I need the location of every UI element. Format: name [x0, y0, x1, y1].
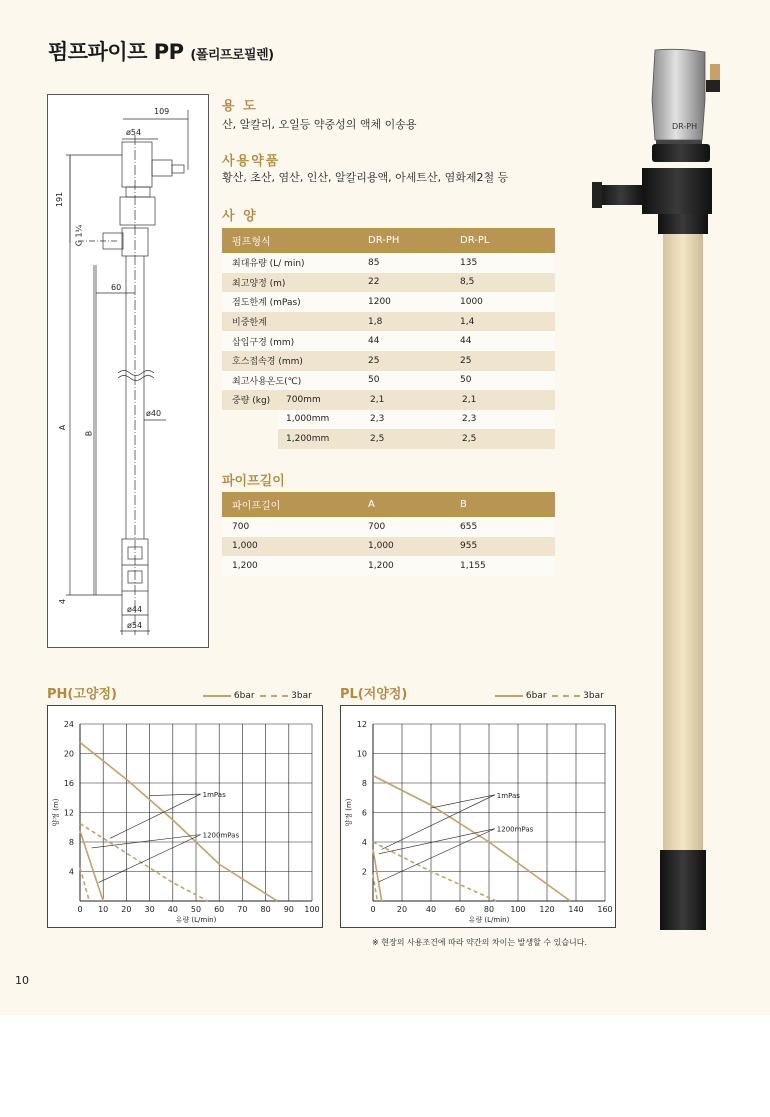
- dim-60: 60: [111, 283, 122, 292]
- pipe-table: [222, 492, 555, 576]
- spec-header: 펌프형식: [222, 228, 358, 253]
- table-cell: 2,5: [360, 429, 452, 449]
- y-axis-label: 양정 (m): [52, 798, 60, 827]
- usage-text: 산, 알칼리, 오일등 약중성의 액체 이송용: [222, 118, 417, 131]
- table-cell: 1,200: [222, 556, 358, 576]
- legend-label: 6bar: [233, 691, 255, 701]
- table-cell: 점도한계 (mPas): [222, 292, 358, 312]
- table-cell: 1,000: [358, 537, 450, 557]
- table-cell: 1,000mm: [278, 410, 360, 430]
- table-cell: 700: [358, 517, 450, 537]
- table-row: [222, 312, 555, 332]
- table-cell: 1,200: [358, 556, 450, 576]
- x-tick-label: 100: [510, 905, 526, 914]
- pipe-header: 파이프길이: [222, 492, 358, 517]
- x-tick-label: 10: [98, 905, 109, 914]
- chart-ph-svg: [48, 706, 322, 927]
- table-cell: 삽입구경 (mm): [222, 331, 358, 351]
- table-cell: 25: [358, 351, 450, 371]
- table-cell: 50: [358, 371, 450, 391]
- dim-d54-top: ø54: [126, 128, 142, 137]
- table-row: [222, 537, 555, 557]
- chart-ph-title: PH(고양정): [47, 687, 117, 702]
- table-row: [222, 253, 555, 273]
- table-cell: 1200: [358, 292, 450, 312]
- dim-d44: ø44: [127, 605, 143, 614]
- table-row: [278, 410, 555, 430]
- table-cell: 700mm: [278, 390, 360, 410]
- chemicals-text: 황산, 초산, 염산, 인산, 알칼리용액, 아세트산, 염화제2철 등: [222, 171, 509, 184]
- x-axis-label: 유량 (L/min): [468, 916, 510, 924]
- series-line: [373, 776, 570, 901]
- weight-table: [278, 390, 555, 449]
- legend-label: 3bar: [583, 691, 604, 701]
- x-tick-label: 50: [190, 905, 202, 914]
- table-cell: 8,5: [450, 273, 555, 293]
- x-tick-label: 0: [77, 905, 83, 914]
- x-tick-label: 80: [260, 905, 271, 914]
- table-cell: 50: [450, 371, 555, 391]
- usage-heading: 용 도: [222, 99, 258, 114]
- table-cell: 44: [450, 331, 555, 351]
- table-row: [222, 351, 555, 371]
- chart-pl-legend: [495, 691, 604, 701]
- table-cell: 1,4: [450, 312, 555, 332]
- table-row: [222, 371, 555, 391]
- spec-header: DR-PL: [450, 228, 555, 253]
- annotation-leader: [431, 795, 495, 808]
- y-tick-label: 12: [63, 808, 74, 818]
- annotation-leader: [150, 794, 201, 795]
- y-axis-label: 양정 (m): [345, 798, 353, 827]
- table-row: [222, 331, 555, 351]
- y-tick-label: 4: [68, 867, 74, 877]
- table-cell: 655: [450, 517, 555, 537]
- dim-g: G 1¼: [74, 224, 84, 247]
- y-tick-label: 4: [361, 838, 367, 847]
- table-cell: 2,1: [452, 390, 555, 410]
- table-cell: 2,5: [452, 429, 555, 449]
- page-title: 펌프파이프 PP (폴리프로필렌): [48, 40, 274, 64]
- x-tick-label: 70: [237, 905, 248, 914]
- x-tick-label: 90: [283, 905, 294, 914]
- table-cell: 1,000: [222, 537, 358, 557]
- x-tick-label: 60: [454, 905, 466, 914]
- series-line: [80, 831, 103, 901]
- spec-header: DR-PH: [358, 228, 450, 253]
- y-tick-label: 20: [63, 749, 74, 759]
- table-cell: 1,155: [450, 556, 555, 576]
- pump-label: DR-PH: [672, 122, 698, 131]
- y-tick-label: 8: [361, 779, 367, 788]
- table-cell: 2,3: [360, 410, 452, 430]
- x-tick-label: 120: [539, 905, 555, 914]
- table-row: [222, 556, 555, 576]
- dim-191: 191: [55, 191, 65, 208]
- table-row: [278, 429, 555, 449]
- annotation-label: 1mPas: [496, 791, 520, 800]
- chart-pl-svg: [341, 706, 615, 927]
- series-line: [80, 868, 89, 901]
- pipe-heading: 파이프길이: [222, 474, 285, 489]
- x-axis-label: 유량 (L/min): [175, 916, 217, 924]
- table-cell: 최대유량 (L/ min): [222, 253, 358, 273]
- legend-label: 6bar: [525, 691, 547, 701]
- footnote: ※ 현장의 사용조건에 따라 약간의 차이는 발생할 수 있습니다.: [372, 938, 588, 947]
- table-row: [222, 273, 555, 293]
- table-row: [222, 292, 555, 312]
- annotation-label: 1200mPas: [202, 831, 240, 840]
- weight-label: 중량 (kg): [222, 390, 358, 410]
- dim-4: 4: [58, 598, 68, 605]
- y-tick-label: 16: [63, 779, 74, 788]
- dim-d54-bot: ø54: [127, 621, 143, 630]
- spec-table: [222, 228, 555, 410]
- y-tick-label: 10: [356, 749, 367, 759]
- table-cell: 2,1: [360, 390, 452, 410]
- x-tick-label: 20: [121, 905, 132, 914]
- annotation-leader: [92, 835, 201, 848]
- chart-ph: [47, 705, 323, 928]
- chemicals-heading: 사용약품: [222, 154, 281, 169]
- x-tick-label: 20: [396, 905, 408, 914]
- x-tick-label: 160: [597, 905, 613, 914]
- table-cell: 85: [358, 253, 450, 273]
- x-tick-label: 40: [167, 905, 178, 914]
- dim-d40: ø40: [146, 409, 162, 418]
- y-tick-label: 8: [68, 838, 74, 847]
- annotation-label: 1mPas: [202, 791, 226, 800]
- table-row: [278, 390, 555, 410]
- table-cell: 44: [358, 331, 450, 351]
- x-tick-label: 140: [568, 905, 584, 914]
- spec-heading: 사 양: [222, 209, 258, 224]
- x-tick-label: 80: [483, 905, 495, 914]
- table-cell: 2,3: [452, 410, 555, 430]
- legend-solid-swatch: [495, 695, 523, 697]
- pipe-header: B: [450, 492, 555, 517]
- x-tick-label: 60: [214, 905, 225, 914]
- chart-ph-legend: [203, 691, 312, 701]
- table-cell: 1,8: [358, 312, 450, 332]
- chart-pl-title: PL(저양정): [340, 687, 408, 702]
- table-cell: 135: [450, 253, 555, 273]
- table-cell: 비중한계: [222, 312, 358, 332]
- table-cell: 최고양정 (m): [222, 273, 358, 293]
- legend-label: 3bar: [291, 691, 312, 701]
- page-number: 10: [15, 974, 29, 987]
- table-row: [222, 517, 555, 537]
- table-cell: 호스접속경 (mm): [222, 351, 358, 371]
- table-cell: 1,200mm: [278, 429, 360, 449]
- legend-dashed-swatch: [552, 695, 580, 697]
- spec-header-row: [222, 228, 555, 253]
- dim-a: A: [58, 424, 68, 431]
- annotation-label: 1200mPas: [496, 825, 534, 834]
- technical-drawing: [47, 94, 209, 648]
- annotation-leader: [110, 794, 200, 838]
- table-cell: 955: [450, 537, 555, 557]
- dim-109: 109: [154, 107, 170, 116]
- x-tick-label: 30: [144, 905, 155, 914]
- x-tick-label: 40: [425, 905, 437, 914]
- y-tick-label: 6: [361, 808, 367, 818]
- table-cell: 22: [358, 273, 450, 293]
- x-tick-label: 100: [304, 905, 320, 914]
- chart-pl: [340, 705, 616, 928]
- table-cell: 700: [222, 517, 358, 537]
- y-tick-label: 12: [356, 720, 367, 729]
- pipe-header: A: [358, 492, 450, 517]
- x-tick-label: 0: [370, 905, 376, 914]
- y-tick-label: 24: [63, 720, 74, 729]
- pipe-header-row: [222, 492, 555, 517]
- legend-dashed-swatch: [260, 695, 288, 697]
- y-tick-label: 2: [361, 867, 367, 877]
- dim-b: B: [84, 430, 94, 437]
- series-line: [373, 849, 382, 901]
- table-cell: 25: [450, 351, 555, 371]
- annotation-leader: [379, 829, 495, 854]
- table-cell: 1000: [450, 292, 555, 312]
- table-cell: 최고사용온도(℃): [222, 371, 358, 391]
- series-line: [373, 874, 377, 901]
- legend-solid-swatch: [203, 695, 231, 697]
